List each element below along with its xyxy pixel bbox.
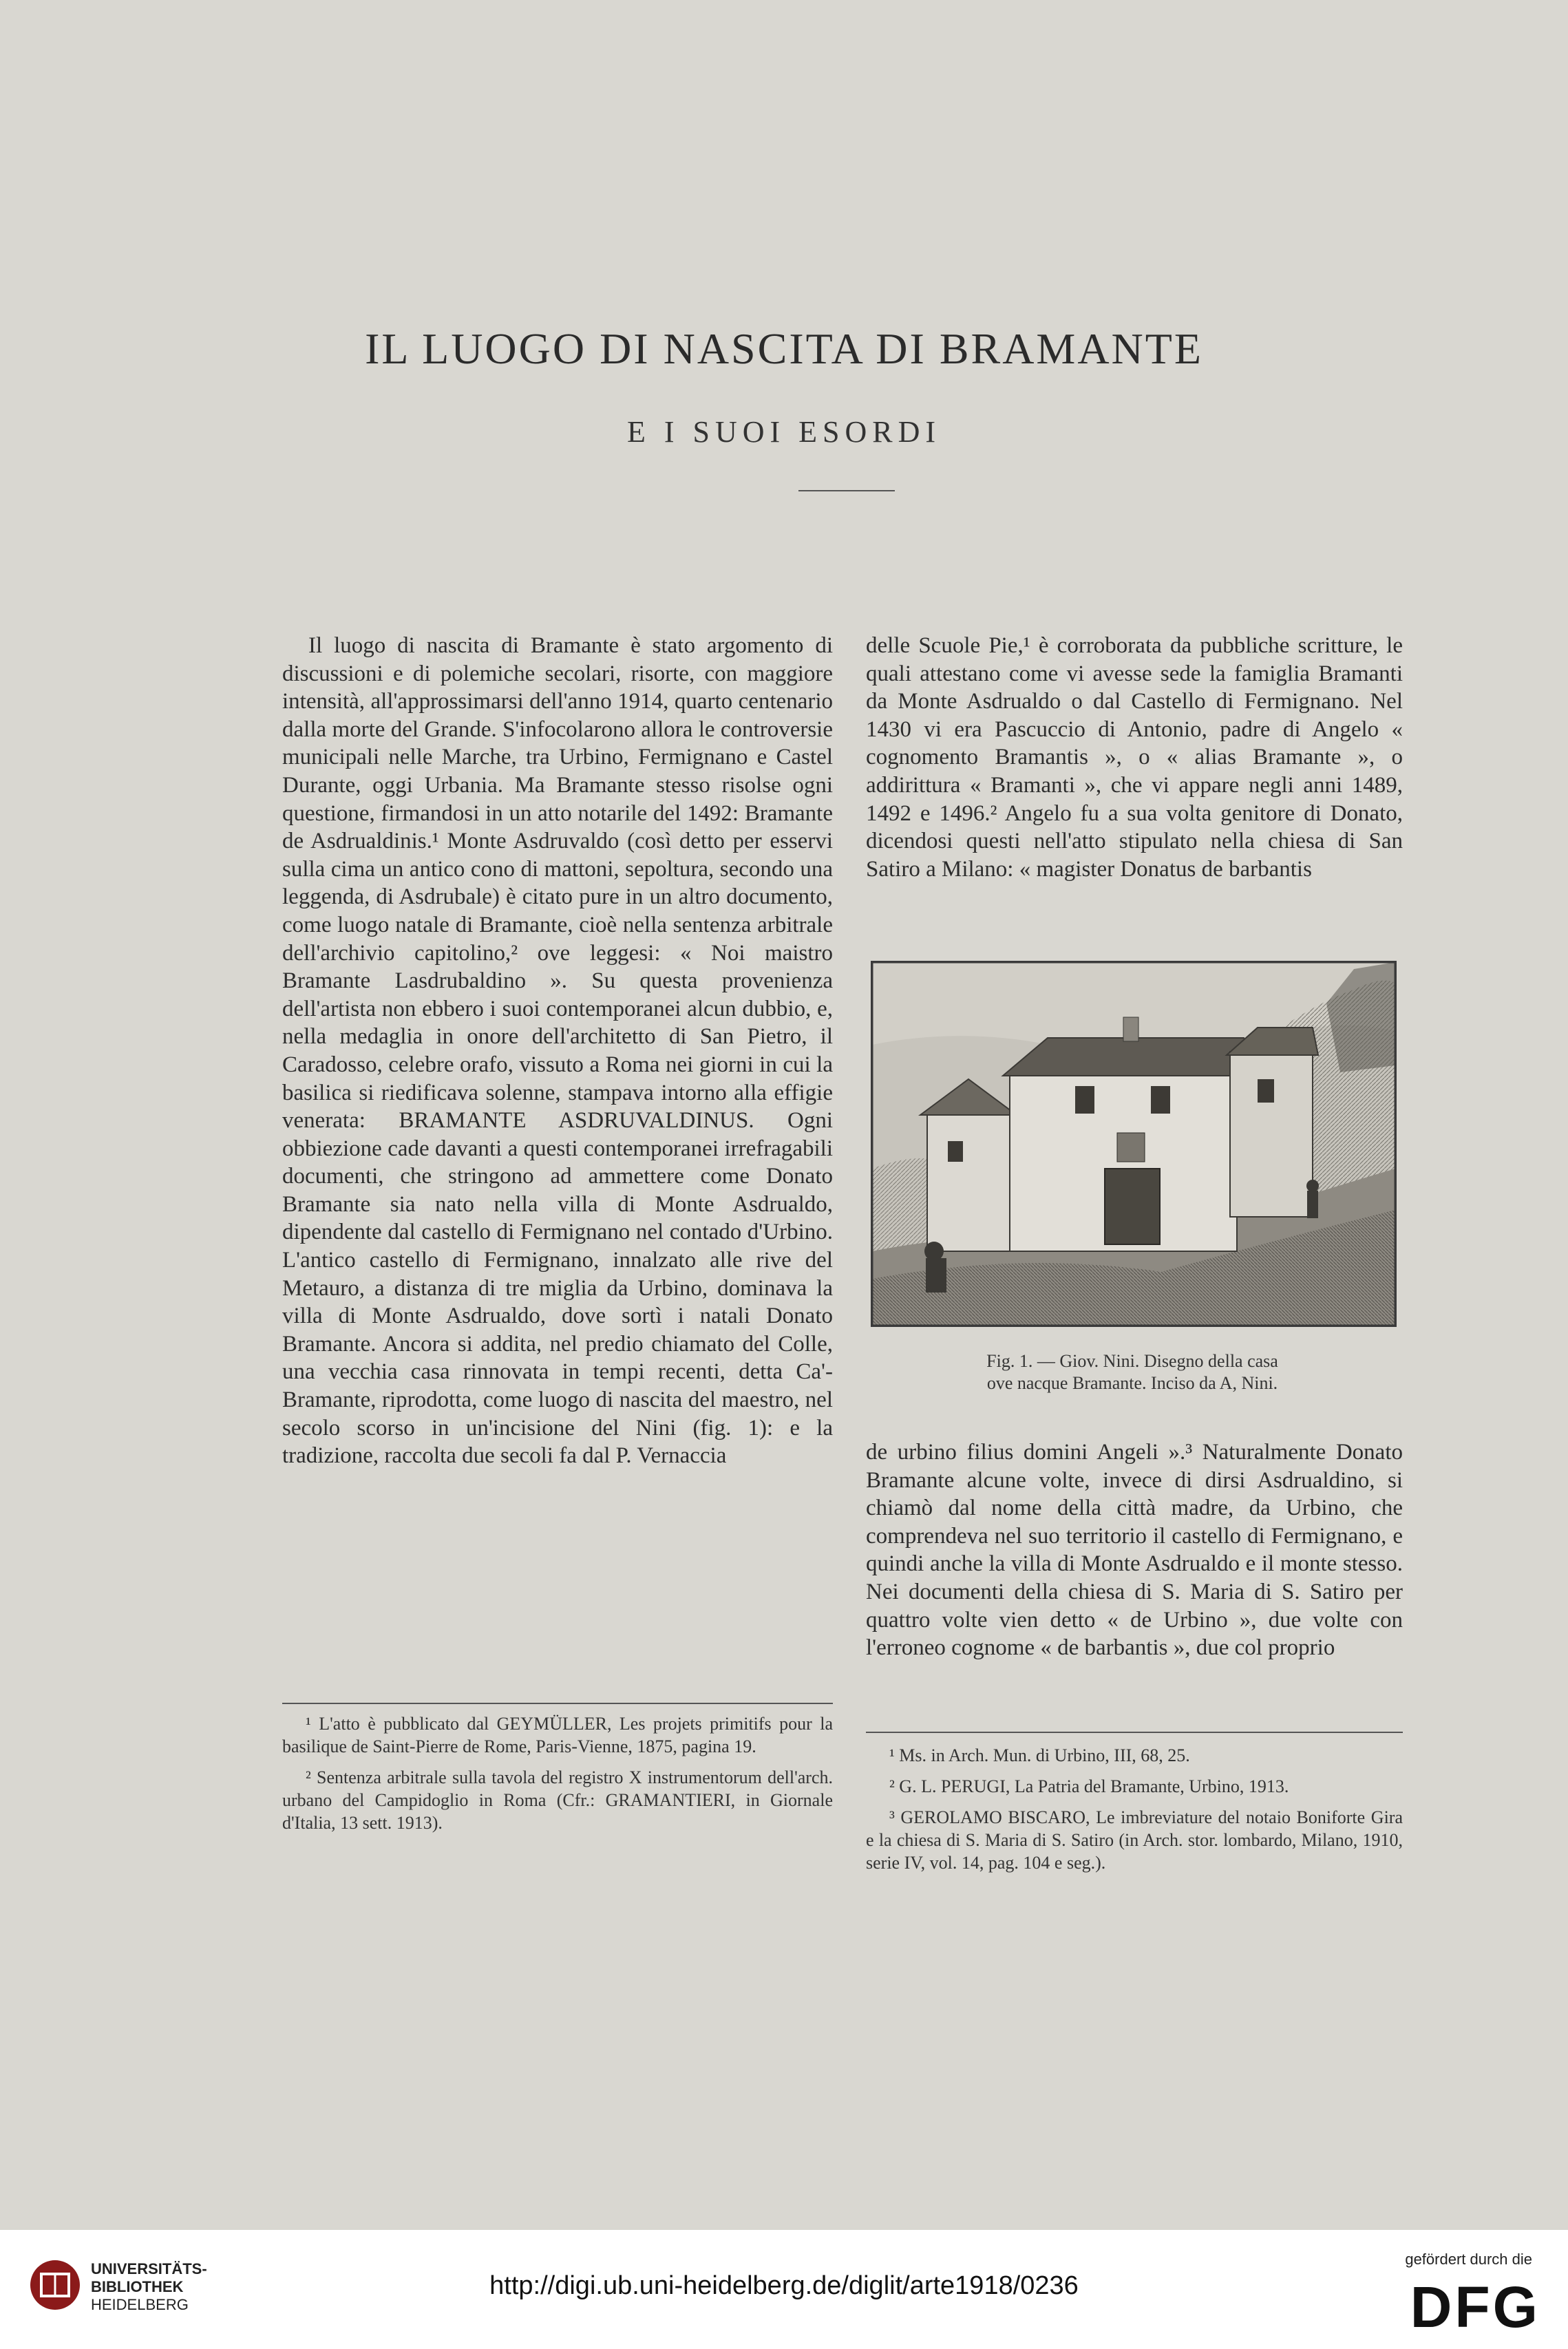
footnote-right-1: ¹ Ms. in Arch. Mun. di Urbino, III, 68, 25. [889,1745,1190,1765]
figure-caption-line-1: Fig. 1. — Giov. Nini. Disegno della casa [986,1351,1278,1371]
digitization-footer [0,2230,1568,2349]
body-paragraph-right-top: delle Scuole Pie,¹ è corroborata da pubbliche scritture, le quali attestano come vi avesse sede la famiglia Bramanti da Monte Asdrualdo o dal Castello di Fermignano. Nel 1430 vi era Pascuccio di Antonio, padre di Angelo « cognomento Bramantis », o « alias Bramante », o addirittura « Bramanti », che vi appare negli anni 1489, 1492 e 1496.² Angelo fu a sua volta genitore di Donato, dicendosi questi nell'atto stipulato nella chiesa di San Satiro a Milano: « magister Donatus de barbantis [866,633,1403,882]
body-column-right-bottom [866,1438,1403,1662]
footnotes-right [866,1744,1403,1882]
footnote-divider-left [282,1703,833,1704]
body-column-left [282,632,833,1470]
source-url-link[interactable]: http://digi.ub.uni-heidelberg.de/diglit/arte1918/0236 [489,2271,1079,2300]
library-name-line-1: UNIVERSITÄTS- [91,2260,207,2277]
figure-caption [871,1350,1394,1394]
library-name-line-2: BIBLIOTHEK [91,2278,184,2295]
article-title: IL LUOGO DI NASCITA DI BRAMANTE [365,324,1203,373]
footnotes-left [282,1712,833,1842]
article-subtitle: E I SUOI ESORDI [626,415,942,449]
funding-label: gefördert durch die [1405,2251,1532,2268]
footnote-right-2: ² G. L. PERUGI, La Patria del Bramante, Urbino, 1913. [889,1776,1289,1796]
figure-caption-line-2: ove nacque Bramante. Inciso da A, Nini. [986,1373,1278,1393]
footnote-left-2: ² Sentenza arbitrale sulla tavola del registro X instrumentorum dell'arch. urbano del Campidoglio in Roma (Cfr.: GRAMANTIERI, in Giornale d'Italia, 13 sett. 1913). [282,1767,833,1833]
footnote-divider-right [866,1732,1403,1733]
dfg-logo: DFG [1410,2275,1540,2339]
body-column-right-top [866,632,1403,883]
house-engraving-image [872,962,1395,1326]
title-divider [798,490,895,491]
footnote-right-3: ³ GEROLAMO BISCARO, Le imbreviature del notaio Boniforte Gira e la chiesa di S. Maria di S. Satiro (in Arch. stor. lombardo, Milano, 1910, serie IV, vol. 14, pag. 104 e seg.). [866,1807,1403,1873]
engraving-figure [871,961,1397,1327]
library-name-line-3: HEIDELBERG [91,2296,189,2313]
body-paragraph-right-bottom: de urbino filius domini Angeli ».³ Naturalmente Donato Bramante alcune volte, invece di dirsi Asdrualdino, si chiamò dal nome della città madre, da Urbino, che comprendeva nel suo territorio il castello di Fermignano, e quindi anche la villa di Monte Asdrualdo e il monte stesso. Nei documenti della chiesa di S. Maria di S. Satiro per quattro volte vien detto « de Urbino », due volte con l'erroneo cognome « de barbantis », due col proprio [866,1440,1403,1661]
body-paragraph-left: Il luogo di nascita di Bramante è stato argomento di discussioni e di polemiche secolari, risorte, con maggiore intensità, all'approssimarsi dell'anno 1914, quarto centenario dalla morte del Grande. S'infocolarono allora le controversie municipali nelle Marche, tra Urbino, Fermignano e Castel Durante, oggi Urbania. Ma Bramante stesso risolse ogni questione, firmandosi in un atto notarile del 1492: Bramante de Asdrualdinis.¹ Monte Asdruvaldo (così detto per esservi sulla cima un antico cono di mattoni, sepoltura, secondo una leggenda, di Asdrubale) è citato pure in un altro documento, come luogo natale di Bramante, cioè nella sentenza arbitrale dell'archivio capitolino,² ove leggesi: « Noi maistro Bramante Lasdrubaldino ». Su questa provenienza dell'artista non ebbero i suoi contemporanei alcun dubbio, e, nella medaglia in onore dell'architetto di San Pietro, il Caradosso, celebre orafo, vissuto a Roma nei giorni in cui la basilica si riedificava solenne, stampava intorno alla effigie venerata: BRAMANTE ASDRUVALDINUS. Ogni obbiezione cade davanti a questi contemporanei irrefragabili documenti, che stringono ad ammettere come Donato Bramante sia nato nella villa di Monte Asdrualdo, dipendente dal castello di Fermignano nel contado d'Urbino. L'antico castello di Fermignano, innalzato alle rive del Metauro, a distanza di tre miglia da Urbino, dominava la villa di Monte Asdrualdo, dove sortì i natali Donato Bramante. Ancora si addita, nel predio chiamato del Colle, una vecchia casa rinnovata in tempi recenti, detta Ca'-Bramante, riprodotta, come luogo di nascita del maestro, nel secolo scorso in un'incisione del Nini (fig. 1): e la tradizione, raccolta due secoli fa dal P. Vernaccia [282,633,833,1469]
footnote-left-1: ¹ L'atto è pubblicato dal GEYMÜLLER, Les projets primitifs pour la basilique de Saint-Pierre de Rome, Paris-Vienne, 1875, pagina 19. [282,1714,833,1756]
